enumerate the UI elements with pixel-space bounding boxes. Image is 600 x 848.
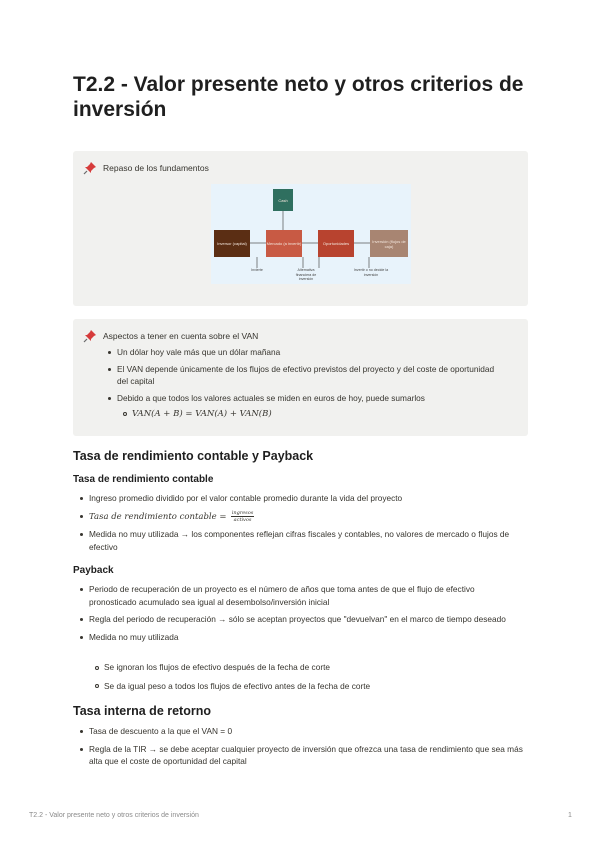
list-item: Un dólar hoy vale más que un dólar mañana: [117, 346, 497, 359]
formula-text: VAN(A + B) = VAN(A) + VAN(B): [132, 409, 272, 419]
list-item: Periodo de recuperación de un proyecto es el número de años que toma antes de que el flujo de efectivo pronosticado acumulado sea igual al desembolso/inversión inicial: [89, 583, 509, 608]
diagram-box-inversion: Inversión (flujos de caja): [370, 230, 408, 257]
list-item: Se ignoran los flujos de efectivo después de la fecha de corte: [104, 661, 544, 674]
list-item: Medida no muy utilizada → los componentes reflejan cifras fiscales y contables, no valores de mercado o flujos de efectivo: [89, 528, 514, 553]
list-item: Ingreso promedio dividido por el valor contable promedio durante la vida del proyecto: [89, 492, 529, 505]
list-item: Medida no muy utilizada: [89, 631, 529, 644]
section-heading: Tasa interna de retorno: [73, 704, 211, 718]
list-item: El VAN depende únicamente de los flujos de efectivo previstos del proyecto y del coste de oportunidad del capital: [117, 363, 497, 388]
subsection-heading: Tasa de rendimiento contable: [73, 474, 214, 485]
list-item: Se da igual peso a todos los flujos de efectivo antes de la fecha de corte: [104, 680, 544, 693]
formula-trc: [89, 510, 529, 524]
diagram-label-invierte: Invierte: [251, 268, 263, 272]
diagram-label-decide: Invertir o no decide la inversión: [353, 268, 389, 277]
pushpin-icon: [83, 329, 97, 343]
pushpin-icon: [83, 161, 97, 175]
formula-num: ingresos: [231, 509, 254, 516]
diagram-box-inversor: Inversor (capital): [214, 230, 250, 257]
callout-label: Aspectos a tener en cuenta sobre el VAN: [103, 331, 259, 341]
page-title: T2.2 - Valor presente neto y otros criterios de inversión: [73, 73, 524, 121]
subsection-heading: Payback: [73, 565, 114, 576]
list-item: Regla del periodo de recuperación → sólo se aceptan proyectos que "devuelvan" en el marco de tiempo deseado: [89, 613, 514, 626]
list-item: Tasa de descuento a la que el VAN = 0: [89, 725, 529, 738]
diagram-box-oportunidades: Oportunidades: [318, 230, 354, 257]
page-number: 1: [568, 812, 572, 819]
footer-title: T2.2 - Valor presente neto y otros criterios de inversión: [29, 812, 199, 819]
diagram-label-alternativa: Alternativa financiera de inversión: [295, 268, 317, 281]
list-item: Regla de la TIR → se debe aceptar cualquier proyecto de inversión que ofrezca una tasa de rendimiento que sea más alta que el coste de oportunidad del capital: [89, 743, 523, 766]
callout-van: [73, 319, 528, 436]
formula-van: [132, 407, 516, 421]
diagram-box-mercado: Mercado (a invertir): [266, 230, 302, 257]
formula-den: activos: [233, 516, 252, 523]
formula-lhs: Tasa de rendimiento contable =: [89, 511, 227, 522]
section-heading: Tasa de rendimiento contable y Payback: [73, 449, 314, 463]
diagram-box-cash: Cash: [273, 189, 293, 211]
list-item: Debido a que todos los valores actuales se miden en euros de hoy, puede sumarlos: [117, 392, 497, 405]
callout-label: Repaso de los fundamentos: [103, 163, 209, 173]
formula-fraction: [231, 510, 255, 523]
callout-fundamentos: [73, 151, 528, 306]
flow-diagram: [211, 184, 411, 284]
